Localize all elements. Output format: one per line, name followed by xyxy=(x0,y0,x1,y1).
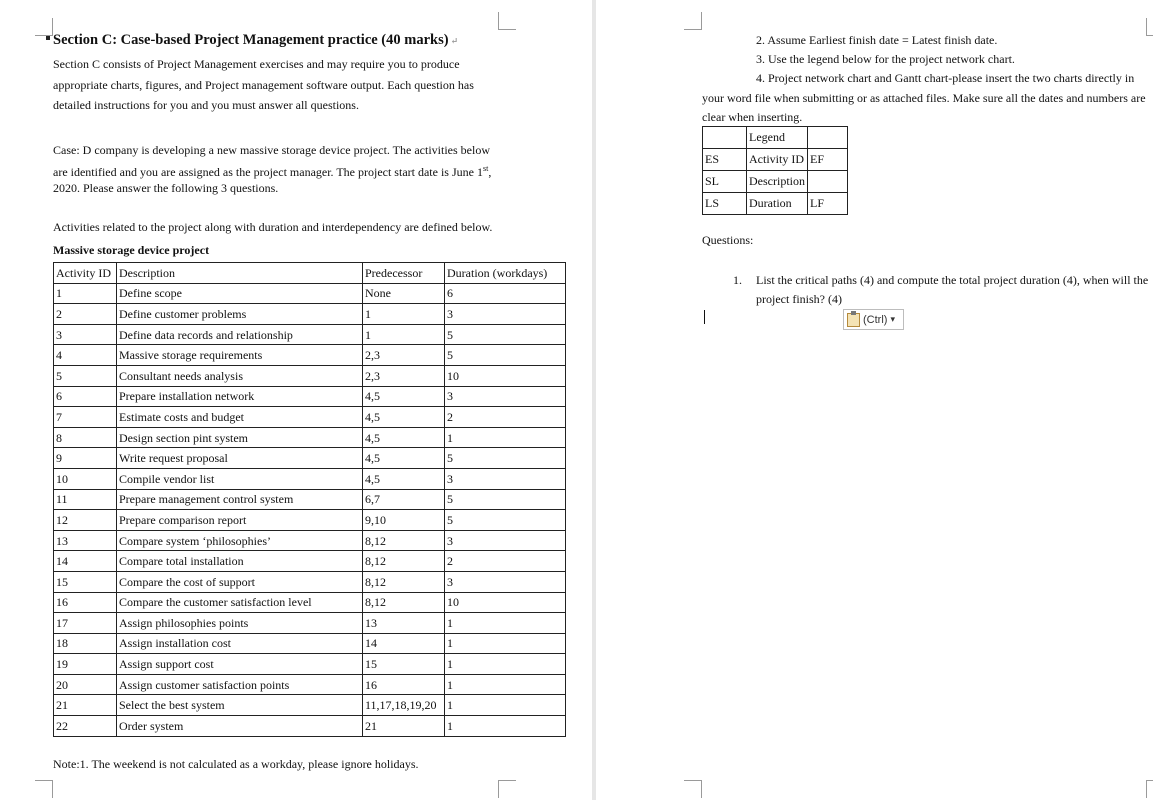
table-row xyxy=(54,654,566,675)
table-row xyxy=(54,695,566,716)
cell-description[interactable]: Prepare comparison report xyxy=(117,510,363,531)
cell-predecessor[interactable]: 4,5 xyxy=(363,427,445,448)
cell-predecessor[interactable]: 2,3 xyxy=(363,365,445,386)
cell-description[interactable]: Assign installation cost xyxy=(117,633,363,654)
table-row xyxy=(54,427,566,448)
legend-row xyxy=(703,127,848,149)
table-row xyxy=(54,674,566,695)
table-row xyxy=(54,592,566,613)
crop-mark-bottom-right xyxy=(498,780,516,798)
cell-predecessor[interactable]: 1 xyxy=(363,304,445,325)
cell-duration[interactable]: 5 xyxy=(445,345,566,366)
cell-activity-id[interactable]: 21 xyxy=(54,695,117,716)
paste-options-label: (Ctrl) xyxy=(863,313,888,326)
legend-cell[interactable]: LS xyxy=(703,193,747,215)
intro-line-1[interactable]: Section C consists of Project Management exercises and may require you to produce xyxy=(53,57,460,71)
cell-predecessor[interactable]: 4,5 xyxy=(363,448,445,469)
cell-description[interactable]: Compare the customer satisfaction level xyxy=(117,592,363,613)
text-cursor xyxy=(704,310,705,324)
case-line-3[interactable]: 2020. Please answer the following 3 questions. xyxy=(53,181,279,195)
cell-activity-id[interactable]: 3 xyxy=(54,324,117,345)
section-title[interactable]: Section C: Case-based Project Management practice (40 marks) ↵ xyxy=(53,32,459,48)
crop-mark-bottom-right xyxy=(1146,780,1153,798)
cell-description[interactable]: Massive storage requirements xyxy=(117,345,363,366)
table-row xyxy=(54,386,566,407)
header-predecessor[interactable]: Predecessor xyxy=(363,263,445,284)
paragraph-bullet xyxy=(46,36,50,40)
cell-predecessor[interactable]: 14 xyxy=(363,633,445,654)
note-line-5[interactable]: your word file when submitting or as attached files. Make sure all the dates and numbers are xyxy=(702,91,1146,105)
cell-description[interactable]: Compare the cost of support xyxy=(117,571,363,592)
legend-row xyxy=(703,193,848,215)
legend-cell[interactable]: EF xyxy=(808,149,848,171)
cell-predecessor[interactable]: 1 xyxy=(363,324,445,345)
cell-description[interactable]: Assign customer satisfaction points xyxy=(117,674,363,695)
legend-row xyxy=(703,171,848,193)
note-line-3[interactable]: 3. Use the legend below for the project network chart. xyxy=(756,52,1015,66)
legend-cell[interactable]: Activity ID xyxy=(747,149,808,171)
cell-duration[interactable]: 1 xyxy=(445,695,566,716)
cell-activity-id[interactable]: 18 xyxy=(54,633,117,654)
cell-description[interactable]: Prepare installation network xyxy=(117,386,363,407)
legend-cell[interactable]: Duration xyxy=(747,193,808,215)
crop-mark-top-right xyxy=(498,12,516,30)
cell-duration[interactable]: 3 xyxy=(445,304,566,325)
intro-line-3[interactable]: detailed instructions for you and you must answer all questions. xyxy=(53,98,359,112)
crop-mark-top-left xyxy=(684,12,702,30)
chevron-down-icon: ▾ xyxy=(890,314,895,324)
intro-line-2[interactable]: appropriate charts, figures, and Project management software output. Each question has xyxy=(53,78,474,92)
question-number: 1. xyxy=(733,273,742,287)
cell-activity-id[interactable]: 2 xyxy=(54,304,117,325)
header-activity-id[interactable]: Activity ID xyxy=(54,263,117,284)
note-line-4[interactable]: 4. Project network chart and Gantt chart-please insert the two charts directly in xyxy=(756,71,1135,85)
cell-description[interactable]: Compile vendor list xyxy=(117,468,363,489)
document-page-right xyxy=(596,0,1153,800)
weekend-note[interactable]: Note:1. The weekend is not calculated as a workday, please ignore holidays. xyxy=(53,757,419,771)
cell-activity-id[interactable]: 4 xyxy=(54,345,117,366)
table-row xyxy=(54,551,566,572)
cell-duration[interactable]: 1 xyxy=(445,716,566,737)
note-line-6[interactable]: clear when inserting. xyxy=(702,110,803,124)
cell-duration[interactable]: 1 xyxy=(445,633,566,654)
question-line-2[interactable]: project finish? (4) xyxy=(756,292,842,306)
legend-row xyxy=(703,149,848,171)
cell-duration[interactable]: 3 xyxy=(445,468,566,489)
cell-predecessor[interactable]: 8,12 xyxy=(363,530,445,551)
header-description[interactable]: Description xyxy=(117,263,363,284)
cell-duration[interactable]: 3 xyxy=(445,530,566,551)
cell-duration[interactable]: 1 xyxy=(445,427,566,448)
cell-duration[interactable]: 2 xyxy=(445,407,566,428)
table-row xyxy=(54,304,566,325)
crop-mark-top-right xyxy=(1146,18,1153,36)
cell-description[interactable]: Write request proposal xyxy=(117,448,363,469)
legend-cell[interactable] xyxy=(808,171,848,193)
table-row xyxy=(54,716,566,737)
legend-cell[interactable] xyxy=(808,127,848,149)
note-line-2[interactable]: 2. Assume Earliest finish date = Latest finish date. xyxy=(756,33,998,47)
legend-cell[interactable]: SL xyxy=(703,171,747,193)
cell-description[interactable]: Consultant needs analysis xyxy=(117,365,363,386)
table-row xyxy=(54,613,566,634)
cell-activity-id[interactable]: 5 xyxy=(54,365,117,386)
cell-duration[interactable]: 3 xyxy=(445,571,566,592)
cell-activity-id[interactable]: 12 xyxy=(54,510,117,531)
table-row xyxy=(54,324,566,345)
cell-predecessor[interactable]: 15 xyxy=(363,654,445,675)
legend-cell[interactable] xyxy=(703,127,747,149)
cell-activity-id[interactable]: 1 xyxy=(54,283,117,304)
activities-table xyxy=(53,262,566,737)
cell-duration[interactable]: 6 xyxy=(445,283,566,304)
cell-description[interactable]: Define customer problems xyxy=(117,304,363,325)
cell-predecessor[interactable]: 8,12 xyxy=(363,571,445,592)
table-row xyxy=(54,468,566,489)
cell-description[interactable]: Prepare management control system xyxy=(117,489,363,510)
cell-activity-id[interactable]: 13 xyxy=(54,530,117,551)
cell-activity-id[interactable]: 14 xyxy=(54,551,117,572)
legend-cell[interactable]: ES xyxy=(703,149,747,171)
cell-activity-id[interactable]: 8 xyxy=(54,427,117,448)
questions-label[interactable]: Questions: xyxy=(702,233,754,247)
cell-activity-id[interactable]: 11 xyxy=(54,489,117,510)
legend-cell[interactable]: Description xyxy=(747,171,808,193)
cell-predecessor[interactable]: 9,10 xyxy=(363,510,445,531)
cell-duration[interactable]: 1 xyxy=(445,654,566,675)
table-row xyxy=(54,345,566,366)
cell-duration[interactable]: 5 xyxy=(445,510,566,531)
cell-duration[interactable]: 1 xyxy=(445,613,566,634)
legend-cell[interactable]: Legend xyxy=(747,127,808,149)
cell-activity-id[interactable]: 6 xyxy=(54,386,117,407)
cell-activity-id[interactable]: 9 xyxy=(54,448,117,469)
cell-predecessor[interactable]: 4,5 xyxy=(363,468,445,489)
cell-predecessor[interactable]: 13 xyxy=(363,613,445,634)
crop-mark-bottom-left xyxy=(35,780,53,798)
cell-activity-id[interactable]: 17 xyxy=(54,613,117,634)
cell-predecessor[interactable]: 4,5 xyxy=(363,386,445,407)
cell-duration[interactable]: 5 xyxy=(445,448,566,469)
cell-description[interactable]: Estimate costs and budget xyxy=(117,407,363,428)
cell-predecessor[interactable]: 8,12 xyxy=(363,551,445,572)
legend-cell[interactable]: LF xyxy=(808,193,848,215)
table-row xyxy=(54,283,566,304)
cell-activity-id[interactable]: 15 xyxy=(54,571,117,592)
table-row xyxy=(54,530,566,551)
cell-predecessor[interactable]: 8,12 xyxy=(363,592,445,613)
clipboard-icon xyxy=(847,313,860,327)
cell-predecessor[interactable]: 6,7 xyxy=(363,489,445,510)
cell-duration[interactable]: 1 xyxy=(445,674,566,695)
cell-activity-id[interactable]: 22 xyxy=(54,716,117,737)
cell-description[interactable]: Define scope xyxy=(117,283,363,304)
cell-activity-id[interactable]: 16 xyxy=(54,592,117,613)
cell-predecessor[interactable]: None xyxy=(363,283,445,304)
cell-activity-id[interactable]: 19 xyxy=(54,654,117,675)
cell-description[interactable]: Define data records and relationship xyxy=(117,324,363,345)
cell-description[interactable]: Design section pint system xyxy=(117,427,363,448)
cell-predecessor[interactable]: 4,5 xyxy=(363,407,445,428)
cell-description[interactable]: Compare total installation xyxy=(117,551,363,572)
cell-predecessor[interactable]: 2,3 xyxy=(363,345,445,366)
cell-predecessor[interactable]: 16 xyxy=(363,674,445,695)
case-line-2[interactable]: are identified and you are assigned as the project manager. The project start date is June 1st, xyxy=(53,164,492,179)
crop-mark-bottom-left xyxy=(684,780,702,798)
paste-options-button[interactable] xyxy=(843,309,904,330)
cell-duration[interactable]: 5 xyxy=(445,324,566,345)
legend-table xyxy=(702,126,848,215)
cell-description[interactable]: Order system xyxy=(117,716,363,737)
table-header-row xyxy=(54,263,566,284)
cell-duration[interactable]: 10 xyxy=(445,365,566,386)
cell-duration[interactable]: 5 xyxy=(445,489,566,510)
table-row xyxy=(54,448,566,469)
cell-predecessor[interactable]: 11,17,18,19,20 xyxy=(363,695,445,716)
cell-duration[interactable]: 3 xyxy=(445,386,566,407)
table-row xyxy=(54,510,566,531)
table-row xyxy=(54,489,566,510)
crop-mark-top-left xyxy=(35,18,53,36)
cell-duration[interactable]: 10 xyxy=(445,592,566,613)
case-line-1[interactable]: Case: D company is developing a new massive storage device project. The activities below xyxy=(53,143,490,157)
table-title[interactable]: Massive storage device project xyxy=(53,243,210,257)
cell-description[interactable]: Compare system ‘philosophies’ xyxy=(117,530,363,551)
table-row xyxy=(54,633,566,654)
header-duration[interactable]: Duration (workdays) xyxy=(445,263,566,284)
activities-table-body xyxy=(54,283,566,736)
table-row xyxy=(54,407,566,428)
cell-description[interactable]: Assign philosophies points xyxy=(117,613,363,634)
table-row xyxy=(54,365,566,386)
activities-intro[interactable]: Activities related to the project along with duration and interdependency are defined below. xyxy=(53,220,493,234)
cell-predecessor[interactable]: 21 xyxy=(363,716,445,737)
cell-description[interactable]: Assign support cost xyxy=(117,654,363,675)
cell-activity-id[interactable]: 10 xyxy=(54,468,117,489)
cell-description[interactable]: Select the best system xyxy=(117,695,363,716)
question-line-1[interactable]: List the critical paths (4) and compute the total project duration (4), when will the xyxy=(756,273,1149,287)
table-row xyxy=(54,571,566,592)
cell-duration[interactable]: 2 xyxy=(445,551,566,572)
cell-activity-id[interactable]: 7 xyxy=(54,407,117,428)
cell-activity-id[interactable]: 20 xyxy=(54,674,117,695)
